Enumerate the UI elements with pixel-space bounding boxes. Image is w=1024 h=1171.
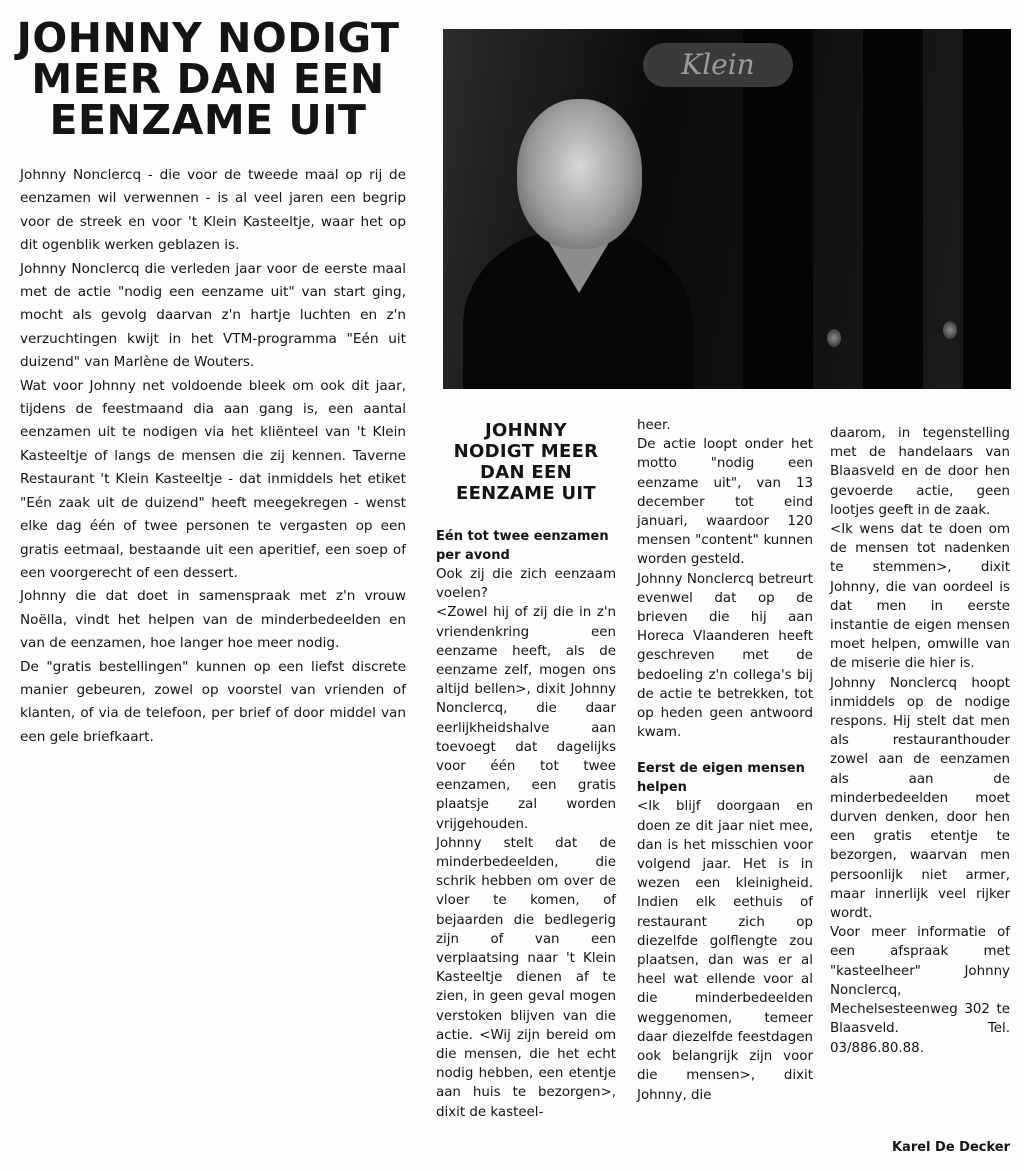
section-heading: Eerst de eigen mensen helpen <box>637 761 805 795</box>
subheadline-line: JOHNNY <box>484 420 568 441</box>
column-paragraph: Johnny Nonclercq betreurt evenwel dat op de brieven die hij aan Horeca Vlaanderen heeft geschreven met de bedoeling z'n collega's bij de actie te betrekken, tot op heden geen antwoord kwam. <box>637 571 813 741</box>
column-paragraph: heer. <box>637 418 671 433</box>
intro-paragraph: Johnny Nonclercq die verleden jaar voor de eerste maal met de actie "nodig een eenzame uit" van start ging, mocht als gevolg daarvan z'n hartje luchten en z'n verzuchtingen kwijt in het VTM-programma "Eén uit duizend" van Marlène de Wouters. <box>20 260 406 371</box>
subheadline-line: DAN EEN <box>480 462 572 483</box>
article-column-3 <box>830 424 1010 1058</box>
column-paragraph: <Zowel hij of zij die in z'n vriendenkring een eenzame heeft, als de eenzame zelf, mogen ons altijd bellen>, dixit Johnny Nonclercq, die daar eerlijkheidshalve aan toevoegt dat dagelijks voor één tot twee eenzamen, een gratis plaatsje zal worden vrijgehouden. <box>436 605 616 832</box>
intro-paragraph: Johnny Nonclercq - die voor de tweede maal op rij de eenzamen wil verwennen - is al veel jaren een begrip voor de streek en voor 't Klein Kasteeltje, waar het op dit ogenblik werken geblazen is. <box>20 167 406 254</box>
intro-paragraph: Johnny die dat doet in samenspraak met z'n vrouw Noëlla, vindt het helpen van de minderbedeelden en van de eenzamen, hoe langer hoe meer nodig. <box>20 588 406 652</box>
photo-pillar <box>863 29 923 389</box>
portrait-photo <box>443 29 1011 389</box>
column-paragraph: Ook zij die zich eenzaam voelen? <box>436 567 616 602</box>
headline-line: JOHNNY NODIGT <box>16 14 400 62</box>
article-column-2 <box>637 416 813 1105</box>
column-paragraph: Johnny stelt dat de minderbedeelden, die schrik hebben om over de vloer te komen, of bejaarden die bedlegerig zijn of van een verplaatsing naar 't Klein Kasteeltje dienen af te zien, in geen geval mogen verstoken blijven van die actie. <Wij zijn bereid om die mensen, die het echt nodig hebben, een etentje aan huis te bezorgen>, dixit de kasteel- <box>436 835 616 1120</box>
subheadline-line: EENZAME UIT <box>455 483 596 504</box>
headline-line: EENZAME UIT <box>49 96 367 144</box>
article-column-1 <box>436 420 616 1122</box>
column-paragraph: daarom, in tegenstelling met de handelaars van Blaasveld en de door hen gevoerde actie, geen lootjes geeft in de zaak. <box>830 426 1010 518</box>
headline <box>12 14 404 144</box>
subheadline-line: NODIGT MEER <box>453 441 599 462</box>
headline-line: MEER DAN EEN <box>31 55 385 103</box>
column-paragraph: De actie loopt onder het motto "nodig een eenzame uit", van 13 december tot eind januari, waardoor 120 mensen "content" kunnen worden gesteld. <box>637 437 813 568</box>
photo-sign: Klein <box>643 43 793 87</box>
section-heading: Eén tot twee eenzamen per avond <box>436 529 609 563</box>
photo-lamp <box>943 321 957 339</box>
photo-face <box>517 99 642 249</box>
subheadline <box>436 420 616 504</box>
column-paragraph: <Ik blijf doorgaan en doen ze dit jaar niet mee, dan is het misschien voor volgend jaar. Het is in wezen een kleinigheid. Indien elk eethuis of restaurant zich op diezelfde golflengte zou plaatsen, dan was er al heel wat ellende voor al die minderbedeelden weggenomen, temeer daar diezelfde feestdagen ook belangrijk zijn voor die mensen>, dixit Johnny, die <box>637 799 813 1103</box>
column-paragraph: Voor meer informatie of een afspraak met "kasteelheer" Johnny Nonclercq, Mechelsesteenweg 302 te Blaasveld. Tel. 03/886.80.88. <box>830 925 1010 1056</box>
photo-pillar <box>963 29 1011 389</box>
photo-lamp <box>827 329 841 347</box>
intro-paragraph: De "gratis bestellingen" kunnen op een liefst discrete manier gebeuren, zowel op voorstel van vrienden of klanten, of via de telefoon, per brief of door middel van een gele briefkaart. <box>20 658 406 745</box>
author-byline: Karel De Decker <box>891 1140 1010 1155</box>
column-paragraph: Johnny Nonclercq hoopt inmiddels op de nodige respons. Hij stelt dat men als restauranthouder zowel aan de eenzamen als aan de minderbedeelden moet durven denken, door hen een gratis etentje te bezorgen, waarvan men persoonlijk niet armer, maar innerlijk veel rijker wordt. <box>830 675 1010 922</box>
intro-paragraph: Wat voor Johnny net voldoende bleek om ook dit jaar, tijdens de feestmaand dia aan gang is, een aantal eenzamen uit te nodigen via het kliënteel van 't Klein Kasteeltje of langs de mensen die zij kennen. Taverne Restaurant 't Klein Kasteeltje - dat inmiddels het etiket "Eén zaak uit de duizend" heeft meegekregen - wenst elke dag één of twee personen te vergasten op een gratis eetmaal, bestaande uit een aperitief, een soep of een voorgerecht of een dessert. <box>20 377 406 581</box>
column-paragraph: <Ik wens dat te doen om de mensen tot nadenken te stemmen>, dixit Johnny, die van oordeel is dat men in eerste instantie de eigen mensen moet helpen, omwille van de miserie die hier is. <box>830 522 1010 672</box>
intro-text <box>20 164 406 749</box>
